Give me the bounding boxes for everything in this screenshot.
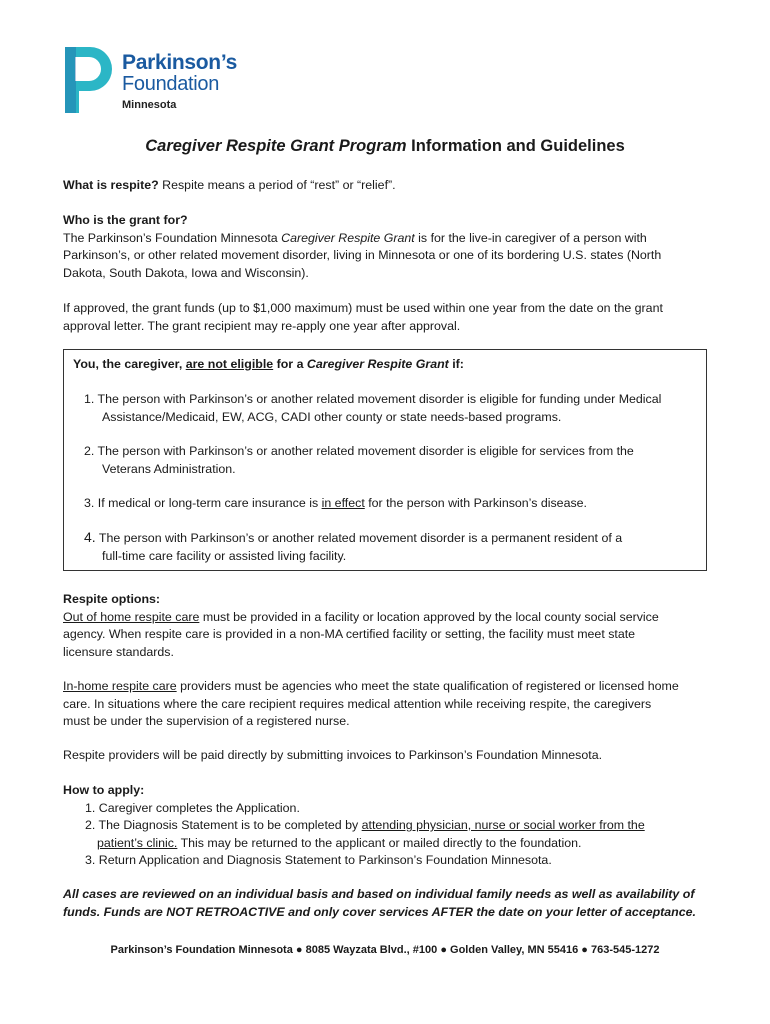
ineligible-item-4-line-1: The person with Parkinson’s or another related movement disorder is a permanent resident of a <box>95 531 623 545</box>
apply-step-2-line-2 <box>63 835 713 853</box>
who-grant-name: Caregiver Respite Grant <box>281 230 415 245</box>
how-to-apply-section <box>63 782 713 870</box>
who-line-3: Dakota, South Dakota, Iowa and Wisconsin). <box>63 265 309 280</box>
ineligible-item-1-line-1: 1. The person with Parkinson’s or another related movement disorder is eligible for funding under Medical <box>84 392 662 406</box>
ineligible-item-3 <box>84 495 684 513</box>
out-of-home-line-3: licensure standards. <box>63 644 174 659</box>
approved-line-1: If approved, the grant funds (up to $1,000 maximum) must be used within one year from the date on the grant <box>63 301 663 315</box>
title-rest: Information and Guidelines <box>406 137 625 155</box>
ineligible-item-3-b: for the person with Parkinson’s disease. <box>364 496 587 510</box>
ineligibility-box <box>63 349 707 571</box>
in-home-term: In-home respite care <box>63 679 177 693</box>
apply-step-3: 3. Return Application and Diagnosis Statement to Parkinson’s Foundation Minnesota. <box>85 853 552 867</box>
ineligible-heading-underlined: are not eligible <box>185 357 274 371</box>
who-heading: Who is the grant for? <box>63 213 188 227</box>
ineligible-heading-a: You, the caregiver, <box>73 357 186 371</box>
ineligible-grant-name: Caregiver Respite Grant <box>306 357 449 371</box>
logo-line-2: Foundation <box>122 73 220 95</box>
ineligible-item-1-line-2: Assistance/Medicaid, EW, ACG, CADI other county or state needs-based programs. <box>102 409 562 424</box>
apply-step-1: 1. Caregiver completes the Application. <box>85 800 300 815</box>
ineligible-item-2-line-1: 2. The person with Parkinson’s or another related movement disorder is eligible for services from the <box>84 444 634 458</box>
footer-contact: Parkinson’s Foundation Minnesota ● 8085 Wayzata Blvd., #100 ● Golden Valley, MN 55416 ● 763-545-1272 <box>110 944 660 956</box>
payment-note: Respite providers will be paid directly by submitting invoices to Parkinson’s Foundation Minnesota. <box>63 748 603 762</box>
ineligible-item-2 <box>84 443 684 478</box>
review-notice-line-1: All cases are reviewed on an individual basis and based on individual family needs as well as availability of <box>63 887 695 901</box>
review-notice-line-2: funds. Funds are NOT RETROACTIVE and only cover services AFTER the date on your letter of acceptance. <box>63 904 696 919</box>
logo-subtitle: Minnesota <box>122 99 177 111</box>
parkinsons-p-logo-icon <box>62 44 118 116</box>
who-line-1-a: The Parkinson’s Foundation Minnesota <box>63 230 282 245</box>
respite-question: What is respite? <box>63 178 159 192</box>
ineligible-item-4 <box>84 529 684 565</box>
out-of-home-line-2: agency. When respite care is provided in a non-MA certified facility or setting, the facility must meet state <box>63 627 636 641</box>
out-of-home-line-1-text: must be provided in a facility or location approved by the local county social service <box>199 609 659 624</box>
who-line-1 <box>63 230 713 248</box>
who-line-2: Parkinson’s, or other related movement disorder, living in Minnesota or one of its bordering U.S. states (North <box>63 248 662 262</box>
in-home-line-1-text: providers must be agencies who meet the state qualification of registered or licensed home <box>176 679 679 693</box>
title-program-name: Caregiver Respite Grant Program <box>145 137 407 155</box>
in-home-line-1 <box>63 678 713 696</box>
out-of-home-term: Out of home respite care <box>63 609 200 624</box>
apply-step-2-underlined-2: patient’s clinic. <box>97 835 178 850</box>
ineligible-item-1 <box>84 391 684 426</box>
respite-options-heading: Respite options: <box>63 592 161 606</box>
who-section <box>63 212 713 282</box>
apply-step-2-a: 2. The Diagnosis Statement is to be completed by <box>85 818 362 832</box>
in-home-line-2: care. In situations where the care recipient requires medical attention while receiving respite, the caregivers <box>63 696 652 711</box>
in-home-section <box>63 678 713 731</box>
respite-answer: Respite means a period of “rest” or “relief”. <box>158 178 396 192</box>
logo-line-1: Parkinson’s <box>122 51 237 74</box>
ineligible-item-4-line-2: full-time care facility or assisted living facility. <box>102 548 347 563</box>
out-of-home-line-1 <box>63 609 713 627</box>
apply-step-2-b: This may be returned to the applicant or mailed directly to the foundation. <box>177 835 582 850</box>
approved-line-2: approval letter. The grant recipient may re-apply one year after approval. <box>63 318 461 333</box>
ineligibility-heading <box>73 356 697 374</box>
respite-definition <box>63 177 713 195</box>
parkinsons-foundation-logo <box>62 44 242 118</box>
review-notice <box>63 886 713 921</box>
apply-step-2-line-1 <box>63 817 713 835</box>
ineligible-item-2-line-2: Veterans Administration. <box>102 461 236 476</box>
how-to-apply-heading: How to apply: <box>63 783 145 797</box>
ineligible-item-3-underlined: in effect <box>321 496 365 510</box>
in-home-line-3: must be under the supervision of a registered nurse. <box>63 714 350 728</box>
apply-step-2-underlined-1: attending physician, nurse or social worker from the <box>361 818 645 832</box>
ineligible-heading-c: if: <box>448 357 464 371</box>
who-line-1-b: is for the live-in caregiver of a person with <box>414 230 647 245</box>
respite-options-section <box>63 591 713 661</box>
page-title <box>0 137 770 156</box>
ineligible-item-3-a: 3. If medical or long-term care insurance is <box>84 496 322 510</box>
ineligible-heading-b: for a <box>273 357 307 371</box>
approved-paragraph <box>63 300 713 335</box>
ineligible-item-4-number: 4. <box>84 529 96 545</box>
